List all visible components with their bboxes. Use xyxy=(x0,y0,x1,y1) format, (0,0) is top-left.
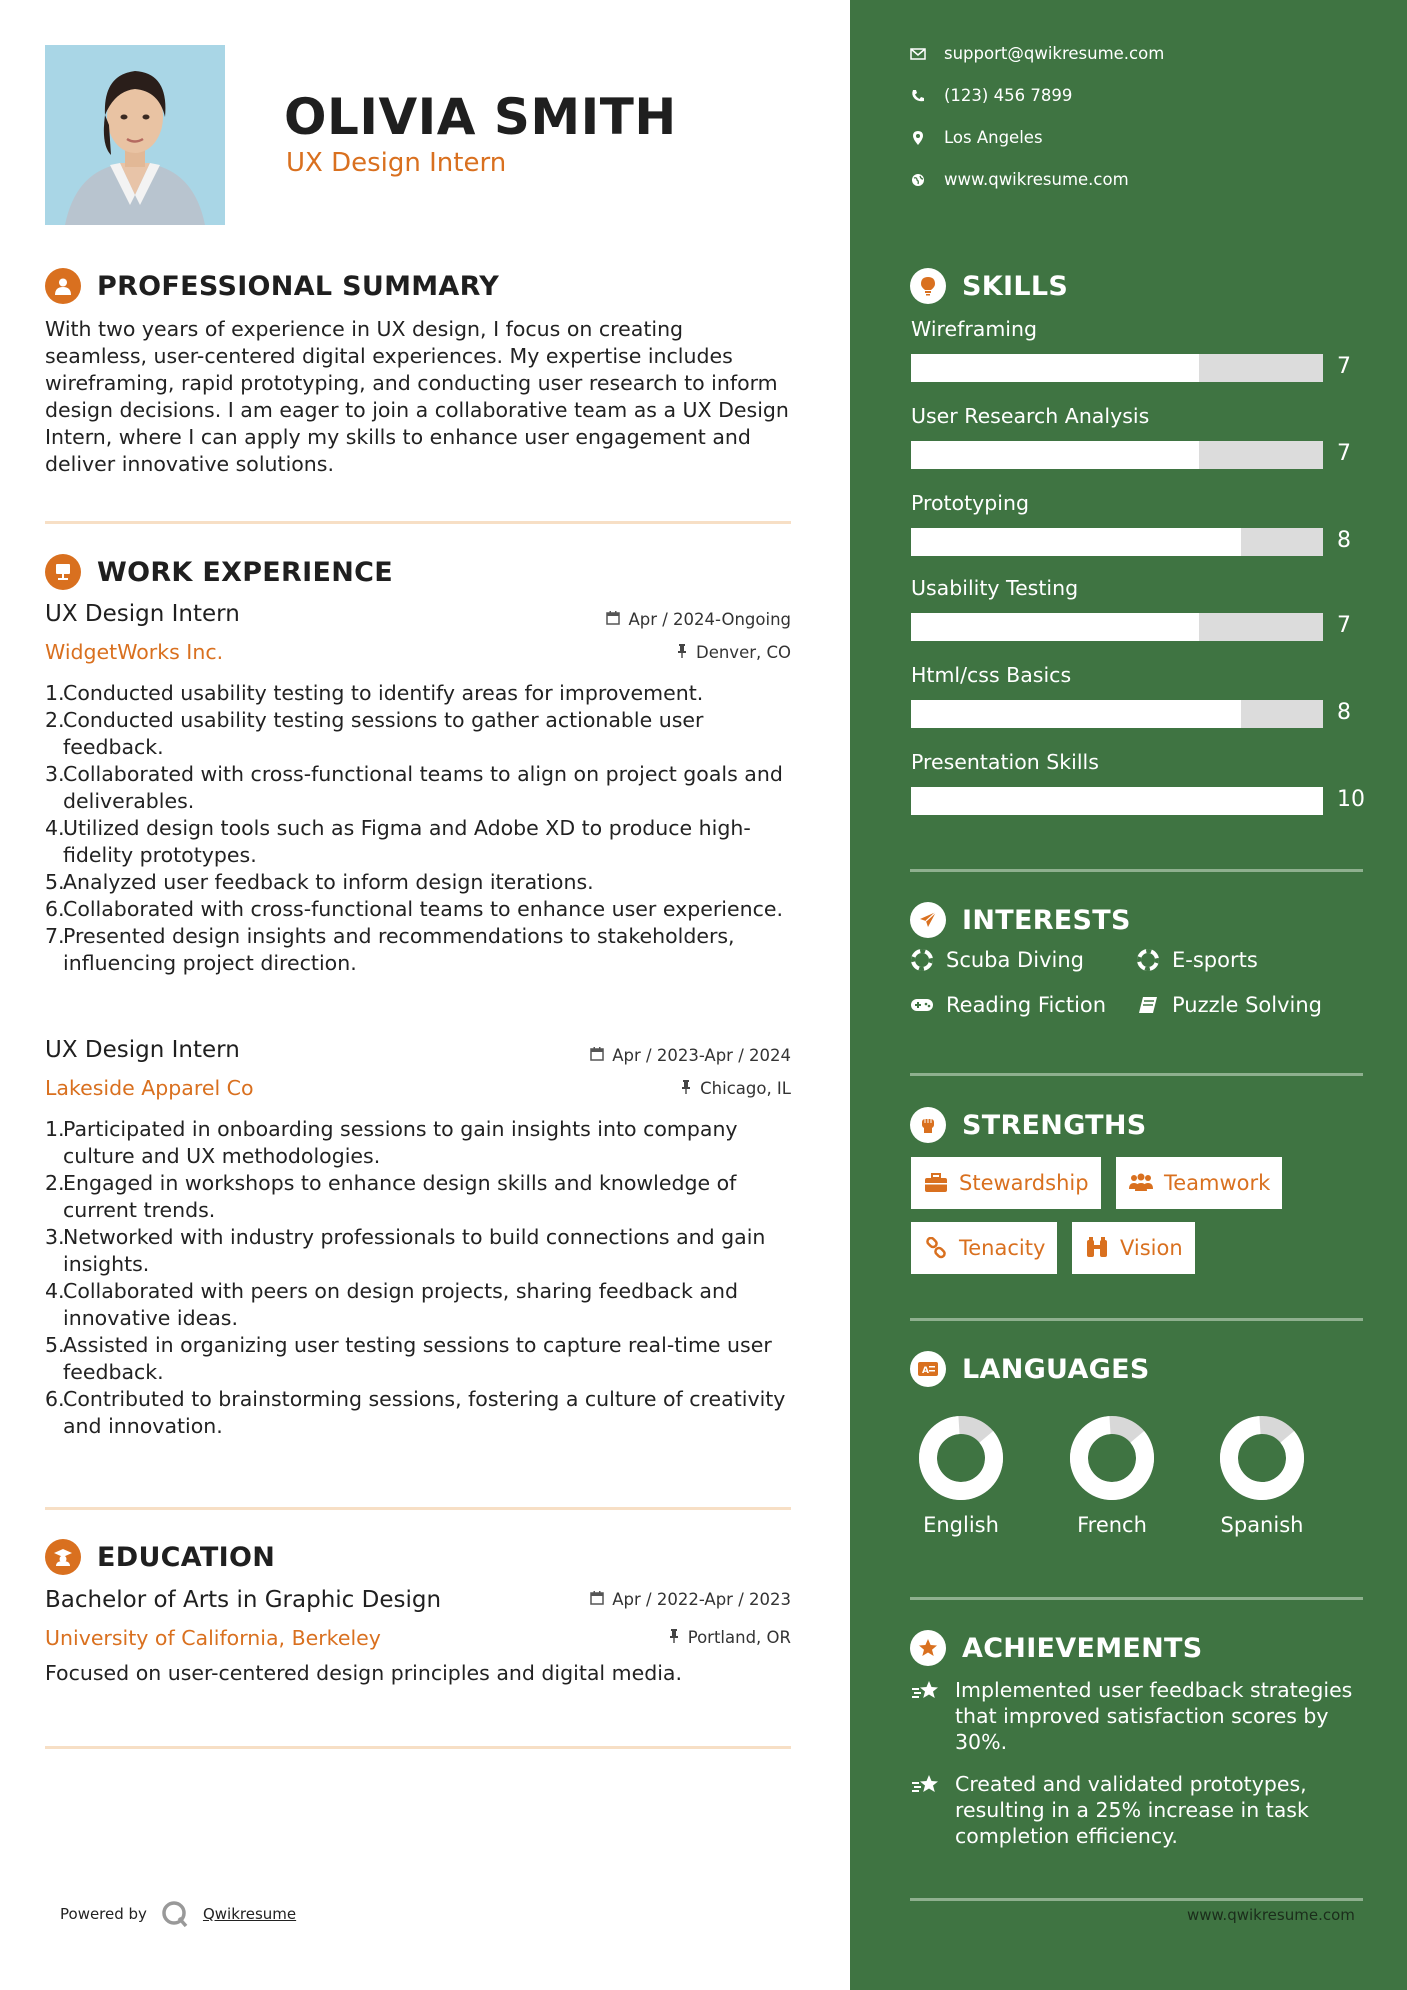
job-dates xyxy=(606,610,791,629)
skill-name: Presentation Skills xyxy=(911,750,1099,774)
strengths-title: STRENGTHS xyxy=(962,1109,1147,1141)
footer-website[interactable]: www.qwikresume.com xyxy=(1187,1906,1355,1924)
calendar-icon xyxy=(606,610,620,629)
skill-value: 10 xyxy=(1337,787,1365,812)
profile-photo xyxy=(45,45,225,225)
skill-bar xyxy=(911,441,1323,469)
skill-value: 7 xyxy=(1337,354,1351,379)
powered-by-footer xyxy=(60,1900,296,1928)
lightbulb-icon xyxy=(910,268,946,304)
divider xyxy=(45,521,791,524)
job-company: Lakeside Apparel Co xyxy=(45,1076,254,1100)
achievements-title: ACHIEVEMENTS xyxy=(962,1632,1203,1664)
job-location xyxy=(676,643,791,662)
contact-phone xyxy=(910,86,1072,105)
list-item: 1. Conducted usability testing to identify areas for improvement. xyxy=(45,681,704,705)
gamepad-icon xyxy=(910,993,934,1017)
list-item: 5. Analyzed user feedback to inform design iterations. xyxy=(45,870,594,894)
shooting-star-icon xyxy=(910,1677,942,1755)
strength-chip: Vision xyxy=(1072,1222,1195,1274)
skill-bar-fill xyxy=(911,528,1241,556)
skill-bar-fill xyxy=(911,700,1241,728)
divider xyxy=(45,1746,791,1749)
job-bullets xyxy=(45,1116,795,1440)
language-label: English xyxy=(923,1513,999,1537)
interest-item: Scuba Diving xyxy=(910,948,1084,972)
education-dates-text: Apr / 2022-Apr / 2023 xyxy=(612,1590,791,1609)
job-dates-text: Apr / 2024-Ongoing xyxy=(628,610,791,629)
skill-bar xyxy=(911,354,1323,382)
list-item: 4. Collaborated with peers on design projects, sharing feedback and innovative ideas. xyxy=(45,1279,738,1330)
language-donut xyxy=(1069,1415,1155,1501)
skill-value: 7 xyxy=(1337,613,1351,638)
education-description: Focused on user-centered design principles and digital media. xyxy=(45,1661,683,1685)
list-item: 6. Contributed to brainstorming sessions, fostering a culture of creativity and innovation. xyxy=(45,1387,786,1438)
divider xyxy=(910,1318,1363,1321)
graduate-icon xyxy=(45,1539,81,1575)
strength-chip: Stewardship xyxy=(911,1157,1101,1209)
candidate-name: OLIVIA SMITH xyxy=(284,88,677,146)
globe-icon xyxy=(910,172,926,188)
phone-icon xyxy=(910,88,926,104)
job-location-text: Chicago, IL xyxy=(700,1079,791,1098)
job-location xyxy=(680,1079,791,1098)
languages-title: LANGUAGES xyxy=(962,1353,1150,1385)
book-icon xyxy=(1136,993,1160,1017)
sidebar xyxy=(850,0,1407,1990)
summary-title: PROFESSIONAL SUMMARY xyxy=(97,270,500,302)
interest-item: Reading Fiction xyxy=(910,993,1106,1017)
skill-bar-fill xyxy=(911,441,1199,469)
contact-email xyxy=(910,44,1164,63)
job-dates xyxy=(590,1046,791,1065)
education-degree: Bachelor of Arts in Graphic Design xyxy=(45,1587,442,1613)
work-title: WORK EXPERIENCE xyxy=(97,556,393,588)
skill-value: 8 xyxy=(1337,528,1351,553)
lifebuoy-icon xyxy=(910,948,934,972)
email-text[interactable]: support@qwikresume.com xyxy=(944,44,1165,63)
divider xyxy=(910,1597,1363,1600)
list-item: 3. Collaborated with cross-functional teams to align on project goals and deliverables. xyxy=(45,762,783,813)
interests-heading xyxy=(910,902,1131,938)
job-bullets xyxy=(45,680,795,977)
list-item: 6. Collaborated with cross-functional teams to enhance user experience. xyxy=(45,897,784,921)
pin-icon xyxy=(676,643,688,662)
skill-bar-fill xyxy=(911,613,1199,641)
education-heading xyxy=(45,1539,275,1575)
skill-value: 7 xyxy=(1337,441,1351,466)
language-icon xyxy=(910,1351,946,1387)
language-donut xyxy=(1219,1415,1305,1501)
education-title: EDUCATION xyxy=(97,1541,276,1573)
summary-text: With two years of experience in UX design, I focus on creating seamless, user-centered digital experiences. My expertise includes wireframing, rapid prototyping, and conducting user research to inform design decisions. I am eager to join a collaborative team as a UX Design Intern, where I can apply my skills to enhance user engagement and deliver innovative solutions. xyxy=(45,317,789,476)
skill-name: Html/css Basics xyxy=(911,663,1072,687)
presentation-icon xyxy=(45,554,81,590)
skill-name: Wireframing xyxy=(911,317,1037,341)
skill-bar xyxy=(911,700,1323,728)
phone-text: (123) 456 7899 xyxy=(944,86,1073,105)
list-item: 2. Conducted usability testing sessions to gather actionable user feedback. xyxy=(45,708,704,759)
pin-icon xyxy=(668,1628,680,1647)
language-item xyxy=(911,1415,1011,1537)
skills-title: SKILLS xyxy=(962,270,1069,302)
list-item: 4. Utilized design tools such as Figma and Adobe XD to produce high-fidelity prototypes. xyxy=(45,816,751,867)
list-item: 3. Networked with industry professionals to build connections and gain insights. xyxy=(45,1225,766,1276)
svg-text:A: A xyxy=(922,1366,929,1376)
divider xyxy=(910,1898,1363,1901)
interests-title: INTERESTS xyxy=(962,904,1131,936)
location-text: Los Angeles xyxy=(944,128,1043,147)
strength-chip: Teamwork xyxy=(1116,1157,1282,1209)
shooting-star-icon xyxy=(910,1771,942,1849)
divider xyxy=(45,1507,791,1510)
divider xyxy=(910,1073,1363,1076)
calendar-icon xyxy=(590,1046,604,1065)
education-location xyxy=(668,1628,791,1647)
binoculars-icon xyxy=(1084,1237,1110,1259)
skill-bar-fill xyxy=(911,354,1199,382)
star-badge-icon xyxy=(910,1630,946,1666)
candidate-role: UX Design Intern xyxy=(286,148,507,178)
contact-location xyxy=(910,128,1043,147)
job-title: UX Design Intern xyxy=(45,1037,240,1063)
language-label: Spanish xyxy=(1220,1513,1304,1537)
skill-name: Prototyping xyxy=(911,491,1029,515)
powered-by-label: Powered by xyxy=(60,1905,147,1923)
language-donut xyxy=(918,1415,1004,1501)
calendar-icon xyxy=(590,1590,604,1609)
map-pin-icon xyxy=(910,130,926,146)
contact-website xyxy=(910,170,1129,189)
envelope-icon xyxy=(910,46,926,62)
interest-item: E-sports xyxy=(1136,948,1258,972)
qwikresume-logo-icon xyxy=(161,1900,189,1928)
link-icon xyxy=(923,1237,949,1259)
interest-item: Puzzle Solving xyxy=(1136,993,1322,1017)
language-item xyxy=(1212,1415,1312,1537)
list-item: 7. Presented design insights and recommendations to stakeholders, influencing project direction. xyxy=(45,924,735,975)
user-icon xyxy=(45,268,81,304)
summary-heading xyxy=(45,268,499,304)
education-school: University of California, Berkeley xyxy=(45,1626,381,1650)
list-item: 1. Participated in onboarding sessions to gain insights into company culture and UX methodologies. xyxy=(45,1117,738,1168)
skill-bar-fill xyxy=(911,787,1323,815)
skill-name: Usability Testing xyxy=(911,576,1079,600)
pin-icon xyxy=(680,1079,692,1098)
list-item: 2. Engaged in workshops to enhance design skills and knowledge of current trends. xyxy=(45,1171,737,1222)
job-title: UX Design Intern xyxy=(45,601,240,627)
job-dates-text: Apr / 2023-Apr / 2024 xyxy=(612,1046,791,1065)
list-item: 5. Assisted in organizing user testing sessions to capture real-time user feedback. xyxy=(45,1333,772,1384)
education-dates xyxy=(590,1590,791,1609)
fist-icon xyxy=(910,1107,946,1143)
skill-name: User Research Analysis xyxy=(911,404,1150,428)
strength-chip: Tenacity xyxy=(911,1222,1057,1274)
briefcase-icon xyxy=(923,1172,949,1194)
users-icon xyxy=(1128,1172,1154,1194)
lifebuoy-icon xyxy=(1136,948,1160,972)
achievement-item: Implemented user feedback strategies that improved satisfaction scores by 30%. xyxy=(910,1677,1370,1755)
languages-heading xyxy=(910,1351,1150,1387)
language-item xyxy=(1062,1415,1162,1537)
paper-plane-icon xyxy=(910,902,946,938)
website-text[interactable]: www.qwikresume.com xyxy=(944,170,1129,189)
job-company: WidgetWorks Inc. xyxy=(45,640,224,664)
skill-bar xyxy=(911,787,1323,815)
achievement-item: Created and validated prototypes, resulting in a 25% increase in task completion efficiency. xyxy=(910,1771,1370,1849)
skill-bar xyxy=(911,528,1323,556)
skill-value: 8 xyxy=(1337,700,1351,725)
education-location-text: Portland, OR xyxy=(687,1628,791,1647)
skill-bar xyxy=(911,613,1323,641)
skills-heading xyxy=(910,268,1068,304)
work-heading xyxy=(45,554,393,590)
qwikresume-link[interactable]: Qwikresume xyxy=(202,1905,297,1923)
achievements-heading xyxy=(910,1630,1203,1666)
strengths-heading xyxy=(910,1107,1147,1143)
language-label: French xyxy=(1077,1513,1147,1537)
divider xyxy=(910,869,1363,872)
job-location-text: Denver, CO xyxy=(695,643,791,662)
